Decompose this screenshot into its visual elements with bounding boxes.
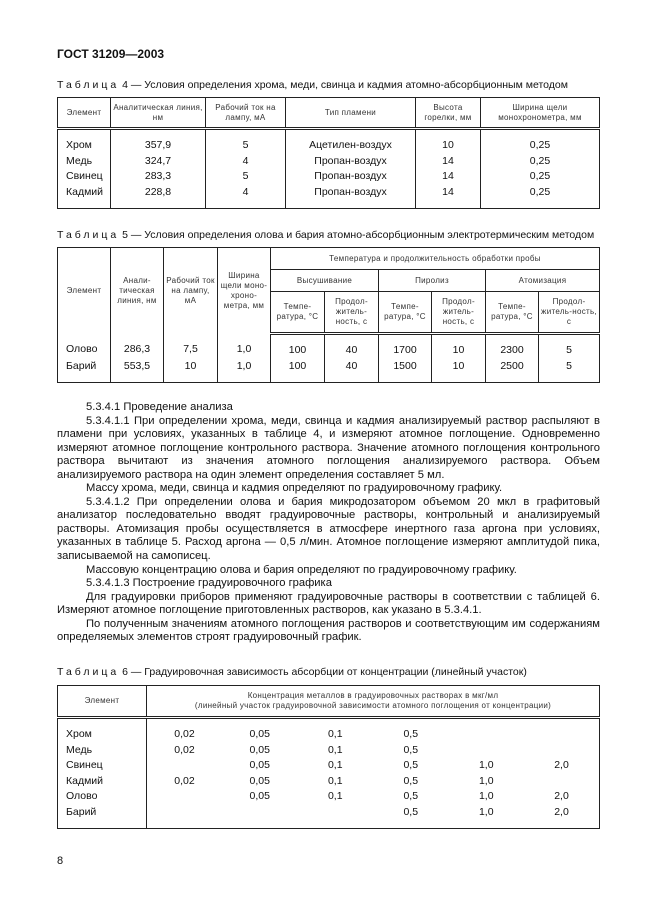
table-row: [58, 334, 600, 359]
value-cell: 0,02: [174, 743, 195, 756]
value-cell: 0,05: [249, 759, 270, 771]
value-cell: 324,7: [111, 154, 206, 170]
paragraph: 5.3.4.1 Проведение анализа: [86, 401, 233, 413]
col-header: Ширина щели моно-хроно-метра, мм: [218, 248, 271, 334]
col-header: Ширина щели монохронометра, мм: [481, 98, 600, 129]
value-cell: Ацетилен-воздух: [286, 129, 416, 154]
value-cell: 5: [539, 334, 600, 359]
element-cell: Барий: [58, 805, 147, 829]
sub-header: Продол-житель-ность, с: [539, 292, 600, 334]
element-cell: Медь: [58, 154, 111, 170]
value-cell: Пропан-воздух: [286, 185, 416, 209]
value-cell: 286,3: [111, 334, 164, 359]
value-cell: 4: [206, 154, 286, 170]
col-header: Анали-тическая линия, нм: [111, 248, 164, 334]
value-cell: [298, 805, 374, 829]
element-cell: Олово: [58, 789, 147, 805]
table-row: [58, 718, 600, 743]
value-cell: 14: [416, 185, 481, 209]
table-row: [58, 774, 600, 790]
value-cell: 1,0: [218, 359, 271, 383]
element-cell: Кадмий: [58, 185, 111, 209]
value-cell: 0,05: [249, 774, 270, 787]
element-cell: Олово: [58, 334, 111, 359]
value-cell: 1,0: [478, 805, 494, 818]
value-cell: 0,1: [327, 759, 343, 771]
value-cell: 553,5: [111, 359, 164, 383]
caption-word: Таблица: [57, 229, 120, 241]
caption-text: 4 — Условия определения хрома, меди, свинца и кадмия атомно-абсорбционным методом: [122, 79, 568, 91]
sub-header: Темпе-ратура, °С: [271, 292, 325, 334]
value-cell: 1700: [379, 334, 432, 359]
page-number: 8: [57, 855, 64, 867]
table-row: [58, 758, 600, 774]
value-cell: 5: [206, 129, 286, 154]
value-cell: [147, 758, 223, 774]
value-cell: 0,5: [403, 774, 419, 787]
table-5: [57, 247, 600, 383]
value-cell: [147, 789, 223, 805]
table6-caption: [57, 666, 527, 678]
sub-header: Темпе-ратура, °С: [486, 292, 539, 334]
value-cell: 0,5: [403, 728, 419, 740]
value-cell: [524, 718, 600, 743]
value-cell: 0,25: [481, 129, 600, 154]
body-text: [57, 401, 600, 645]
value-cell: 228,8: [111, 185, 206, 209]
value-cell: 14: [416, 169, 481, 185]
value-cell: 0,5: [403, 743, 419, 756]
table-row: [58, 169, 600, 185]
value-cell: [524, 743, 600, 759]
value-cell: 7,5: [164, 334, 218, 359]
value-cell: 0,25: [481, 169, 600, 185]
value-cell: 10: [164, 359, 218, 383]
col-header: Рабочий ток на лампу, мА: [164, 248, 218, 334]
value-cell: 0,05: [249, 728, 270, 740]
value-cell: 0,05: [249, 743, 270, 756]
document-header: ГОСТ 31209—2003: [57, 47, 165, 61]
paragraph: Массу хрома, меди, свинца и кадмия определяют по градуировочному графику.: [86, 482, 503, 495]
col-header: Аналитическая линия, нм: [111, 98, 206, 129]
table-row: [58, 789, 600, 805]
table-6: [57, 685, 600, 829]
element-cell: Барий: [58, 359, 111, 383]
value-cell: [449, 743, 525, 759]
value-cell: 0,5: [403, 790, 419, 802]
value-cell: 0,5: [403, 759, 419, 771]
value-cell: 283,3: [111, 169, 206, 185]
table-row: [58, 743, 600, 759]
value-cell: 2,0: [554, 790, 569, 802]
value-cell: 2,0: [554, 759, 569, 771]
element-cell: Свинец: [58, 758, 147, 774]
sub-header: Продол-житель-ность, с: [325, 292, 379, 334]
value-cell: 0,1: [327, 743, 343, 756]
value-cell: [449, 718, 525, 743]
paragraph: Для градуировки приборов применяют градуировочные растворы в соответствии с таблицей 6. Измеряют атомное поглощение приготовленных растворов, как указано в 5.3.4.1.: [57, 590, 600, 617]
caption-word: Таблица: [57, 79, 120, 91]
value-cell: 1500: [379, 359, 432, 383]
value-cell: 10: [432, 359, 486, 383]
caption-text: 5 — Условия определения олова и бария атомно-абсорбционным электротермическим методом: [122, 229, 595, 241]
table-4: [57, 97, 600, 209]
caption-text: 6 — Градуировочная зависимость абсорбции от концентрации (линейный участок): [122, 666, 527, 678]
value-cell: 100: [271, 334, 325, 359]
value-cell: 10: [416, 129, 481, 154]
table-row: [58, 359, 600, 383]
value-cell: [222, 805, 298, 829]
value-cell: 2,0: [554, 805, 569, 818]
caption-word: Таблица: [57, 666, 120, 678]
table-row: [58, 154, 600, 170]
header-line: (линейный участок градуировочной зависимости атомного поглощения от концентрации): [194, 701, 552, 710]
value-cell: [147, 805, 223, 829]
paragraph: По полученным значениям атомного поглощения растворов и соответствующим им содержаниям определяемых элементов строят градуировочный график.: [57, 617, 600, 644]
group-header: [147, 686, 600, 718]
paragraph: 5.3.4.1.3 Построение градуировочного графика: [86, 577, 332, 590]
paragraph: 5.3.4.1.2 При определении олова и бария микродозатором объемом 20 мкл в графитовый анализатор последовательно вводят градуировочные растворы, контрольный и анализируемый растворы. Атомизация пробы осуществляется в атмосфере инертного газа аргона при условиях, указанных в таблице 5. Расход аргона — 0,5 л/мин. Атомное поглощение измеряют амплитудой пика, записываемой на самописец.: [57, 495, 600, 563]
stage-header: Пиролиз: [379, 270, 486, 292]
value-cell: 2500: [486, 359, 539, 383]
value-cell: 0,5: [403, 805, 419, 818]
value-cell: 0,02: [174, 728, 195, 740]
stage-header: Атомизация: [486, 270, 600, 292]
element-cell: Хром: [58, 718, 147, 743]
value-cell: 0,1: [327, 790, 343, 802]
value-cell: 4: [206, 185, 286, 209]
value-cell: [524, 774, 600, 790]
element-cell: Кадмий: [58, 774, 147, 790]
value-cell: 0,1: [327, 728, 343, 740]
value-cell: 100: [271, 359, 325, 383]
value-cell: 0,02: [174, 774, 195, 787]
value-cell: 10: [432, 334, 486, 359]
group-header: Температура и продолжительность обработки пробы: [271, 248, 600, 270]
paragraph: Массовую концентрацию олова и бария определяют по градуировочному графику.: [86, 563, 517, 576]
value-cell: 1,0: [218, 334, 271, 359]
element-cell: Медь: [58, 743, 147, 759]
table4-caption: [57, 79, 568, 91]
value-cell: 1,0: [478, 790, 494, 802]
col-header: Элемент: [58, 98, 111, 129]
value-cell: 1,0: [478, 759, 494, 771]
value-cell: 5: [206, 169, 286, 185]
value-cell: 1,0: [478, 774, 494, 787]
stage-header: Высушивание: [271, 270, 379, 292]
col-header: Рабочий ток на лампу, мА: [206, 98, 286, 129]
element-cell: Хром: [58, 129, 111, 154]
value-cell: 5: [539, 359, 600, 383]
value-cell: Пропан-воздух: [286, 169, 416, 185]
col-header: Элемент: [58, 686, 147, 718]
value-cell: 0,25: [481, 154, 600, 170]
value-cell: 0,25: [481, 185, 600, 209]
value-cell: Пропан-воздух: [286, 154, 416, 170]
value-cell: 40: [325, 334, 379, 359]
col-header: Элемент: [58, 248, 111, 334]
sub-header: Продол-житель-ность, с: [432, 292, 486, 334]
table-row: [58, 129, 600, 154]
value-cell: 2300: [486, 334, 539, 359]
table-row: [58, 185, 600, 209]
sub-header: Темпе-ратура, °С: [379, 292, 432, 334]
col-header: Высота горелки, мм: [416, 98, 481, 129]
value-cell: 357,9: [111, 129, 206, 154]
table5-caption: [57, 229, 594, 241]
value-cell: 40: [325, 359, 379, 383]
header-line: Концентрация металлов в градуировочных растворах в мкг/мл: [247, 691, 499, 700]
value-cell: 14: [416, 154, 481, 170]
value-cell: 0,1: [327, 774, 343, 787]
element-cell: Свинец: [58, 169, 111, 185]
paragraph: 5.3.4.1.1 При определении хрома, меди, свинца и кадмия анализируемый раствор распыляют в пламени при условиях, указанных в таблице 4, и измеряют атомное поглощение. Одновременно измеряют атомное поглощение контрольного раствора. Значение атомного поглощения контрольного раствора вычитают из значения атомного поглощения анализируемого раствора. Объем анализируемого раствора на один элемент определения составляет 5 мл.: [57, 414, 600, 481]
value-cell: 0,05: [249, 790, 270, 802]
col-header: Тип пламени: [286, 98, 416, 129]
table-row: [58, 805, 600, 829]
